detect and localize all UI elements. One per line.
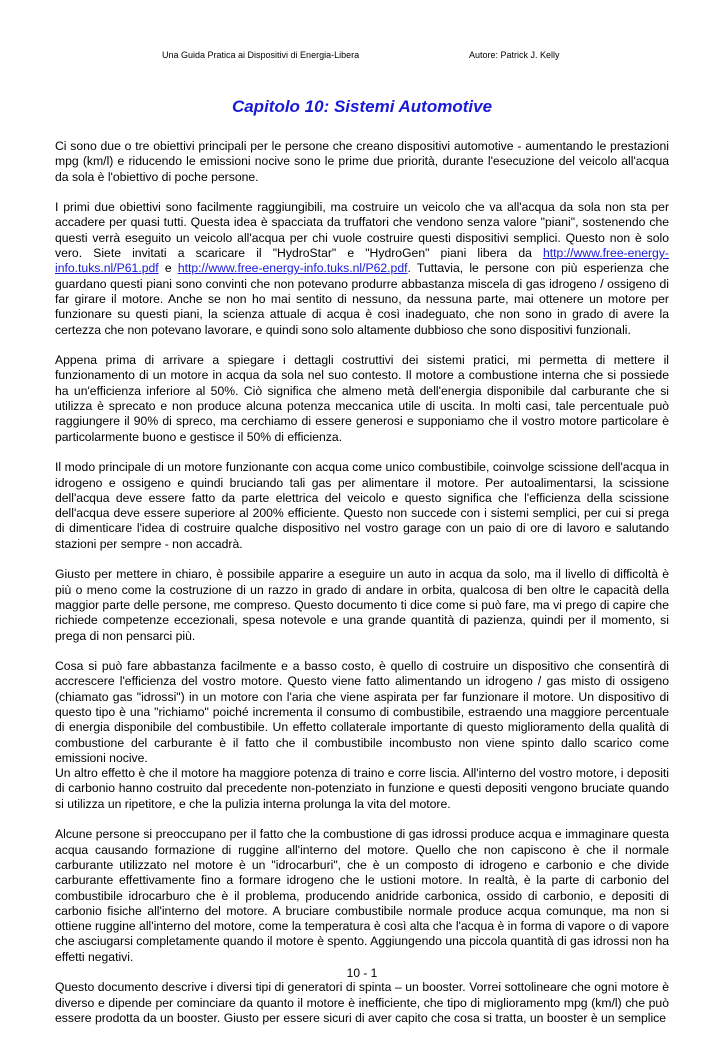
document-body [55,139,669,1042]
paragraph-text: I primi due obiettivi sono facilmente raggiungibili, ma costruire un veicolo che va all'acqua da sola non sta per accadere per quasi tutti. Questa idea è spacciata da truffatori che vendono senza valore "piani", sostenendo che questi verrà eseguito un veicolo all'acqua per chi vuole costruire questi dispositivi semplici. Questo non è solo vero. Siete invitati a scaricare il "HydroStar" e "HydroGen" piani libera da [55,200,669,261]
chapter-title: Capitolo 10: Sistemi Automotive [231,97,493,116]
page-number: 10 - 1 [346,966,378,980]
paragraph-efficiency: Appena prima di arrivare a spiegare i dettagli costruttivi dei sistemi pratici, mi permetta di mettere il funzionamento di un motore in acqua da sola nel suo contesto. Il motore a combustione interna che si possiede ha un'efficienza inferiore al 50%. Ciò significa che almeno metà dell'energia disponibile dal carburante che si utilizza è sprecato e non produce alcuna potenza meccanica utile di uscita. In molti casi, tale percentuale può raggiungere il 90% di spreco, ma cerchiamo di essere generosi e supponiamo che il vostro motore particolare è particolarmente buono e gestisce il 50% di efficienza. [55,353,669,444]
paragraph-water-splitting: Il modo principale di un motore funzionante con acqua come unico combustibile, coinvolge scissione dell'acqua in idrogeno e ossigeno e quindi bruciando tali gas per alimentare il motore. Per autoalimentarsi, la scissione dell'acqua deve essere fatto da parte elettrica del veicolo e questo significa che l'efficienza della scissione dell'acqua deve essere superiore al 200% efficiente. Questo non succede con i sistemi semplici, per cui si prega di dimenticare l'idea di costruire qualche dispositivo nel vostro garage con un paio di ore di lavoro e salutando stazioni per sempre - non accadrà. [55,460,669,551]
paragraph-text: . Tuttavia, le persone con più esperienza che guardano questi piani sono convinti che non potevano produrre abbastanza miscela di gas idrogeno / ossigeno di far girare il motore. Anche se non ho mai sentito di nessuno, da nessuna parte, mai ottenere un motore per funzionare su questi piani, la scienza attuale di acqua è così inadeguato, che non sono in grado di avere la certezza che non potevano lavorare, e quindi sono solo altamente dubbioso che sono dispositivi funzionali. [55,261,669,337]
paragraph-rust-concern: Alcune persone si preoccupano per il fatto che la combustione di gas idrossi produce acqua e immaginare questa acqua causando formazione di ruggine all'interno del motore. Quello che non capiscono è che il normale carburante utilizzato nel motore è un "idrocarburi", che è un composto di idrogeno e carbonio e che divide carburante effettivamente fino a formare idrogeno che le ustioni motore. In realtà, è la parte di carbonio del combustibile idrocarburo che è il problema, producendo anidride carbonica, ossido di carbonio, e depositi di carbonio fisiche all'interno del motore. A bruciare combustibile normale produce acqua comunque, ma non si ottiene ruggine all'interno del motore, come la temperatura è così alta che l'acqua è in forma di vapore o di vapore che asciugarsi completamente quando il motore è spento. Aggiungendo una piccola quantità di gas idrossi non ha effetti negativi. [55,827,669,964]
link-p61-pdf[interactable]: http://www.free-energy-info.tuks.nl/P61.pdf [55,246,669,276]
paragraph-difficulty: Giusto per mettere in chiaro, è possibile apparire a eseguire un auto in acqua da solo, ma il livello di difficoltà è più o meno come la costruzione di un razzo in grado di andare in orbita, qualcosa di ben oltre le capacità della maggior parte delle persone, me compreso. Questo documento ti dice come si può fare, ma vi prego di capire che richiede competenze eccezionali, spesa notevole e una grande quantità di pazienza, quindi per il momento, si prega di non pensarci più. [55,567,669,643]
header-book-title: Una Guida Pratica ai Dispositivi di Energia-Libera [162,50,360,60]
paragraph-other-effect: Un altro effetto è che il motore ha maggiore potenza di traino e corre liscia. All'interno del vostro motore, i depositi di carbonio hanno costruito dal precedente non-potenziato in funzione e questi depositi vengono bruciate quando si utilizza un ripetitore, e che la pulizia interna prolunga la vita del motore. [55,766,669,811]
paragraph-intro: Ci sono due o tre obiettivi principali per le persone che creano dispositivi automotive - aumentando le prestazioni mpg (km/l) e riducendo le emissioni nocive sono le prime due priorità, durante l'esecuzione del veicolo all'acqua da sola è l'obiettivo di poche persone. [55,139,669,184]
header-author: Autore: Patrick J. Kelly [469,50,560,60]
paragraph-booster-types: Questo documento descrive i diversi tipi di generatori di spinta – un booster. Vorrei sottolineare che ogni motore è diverso e dipende per cominciare da quanto il motore è inefficiente, che tipo di miglioramento mpg (km/l) che può essere prodotta da un booster. Giusto per essere sicuri di aver capito che cosa si tratta, un booster è un semplice [55,980,669,1025]
paragraph-text: e [158,261,178,276]
link-p62-pdf[interactable]: http://www.free-energy-info.tuks.nl/P62.pdf [177,261,408,276]
paragraph-booster-intro: Cosa si può fare abbastanza facilmente e a basso costo, è quello di costruire un dispositivo che consentirà di accrescere l'efficienza del vostro motore. Questo viene fatto alimentando un idrogeno / gas misto di ossigeno (chiamato gas "idrossi") in un motore con l'aria che viene aspirata per far funzionare il motore. Un dispositivo di questo tipo è una "richiamo" poiché incrementa il consumo di combustibile, estraendo una maggiore percentuale di energia disponibile del combustibile. Un effetto collaterale importante di questo miglioramento della qualità di combustione del carburante è il fatto che il combustibile incombusto non viene spinto dallo scarico come emissioni nocive. [55,659,669,765]
page-header [0,50,724,64]
paragraph-water-only [55,200,669,338]
